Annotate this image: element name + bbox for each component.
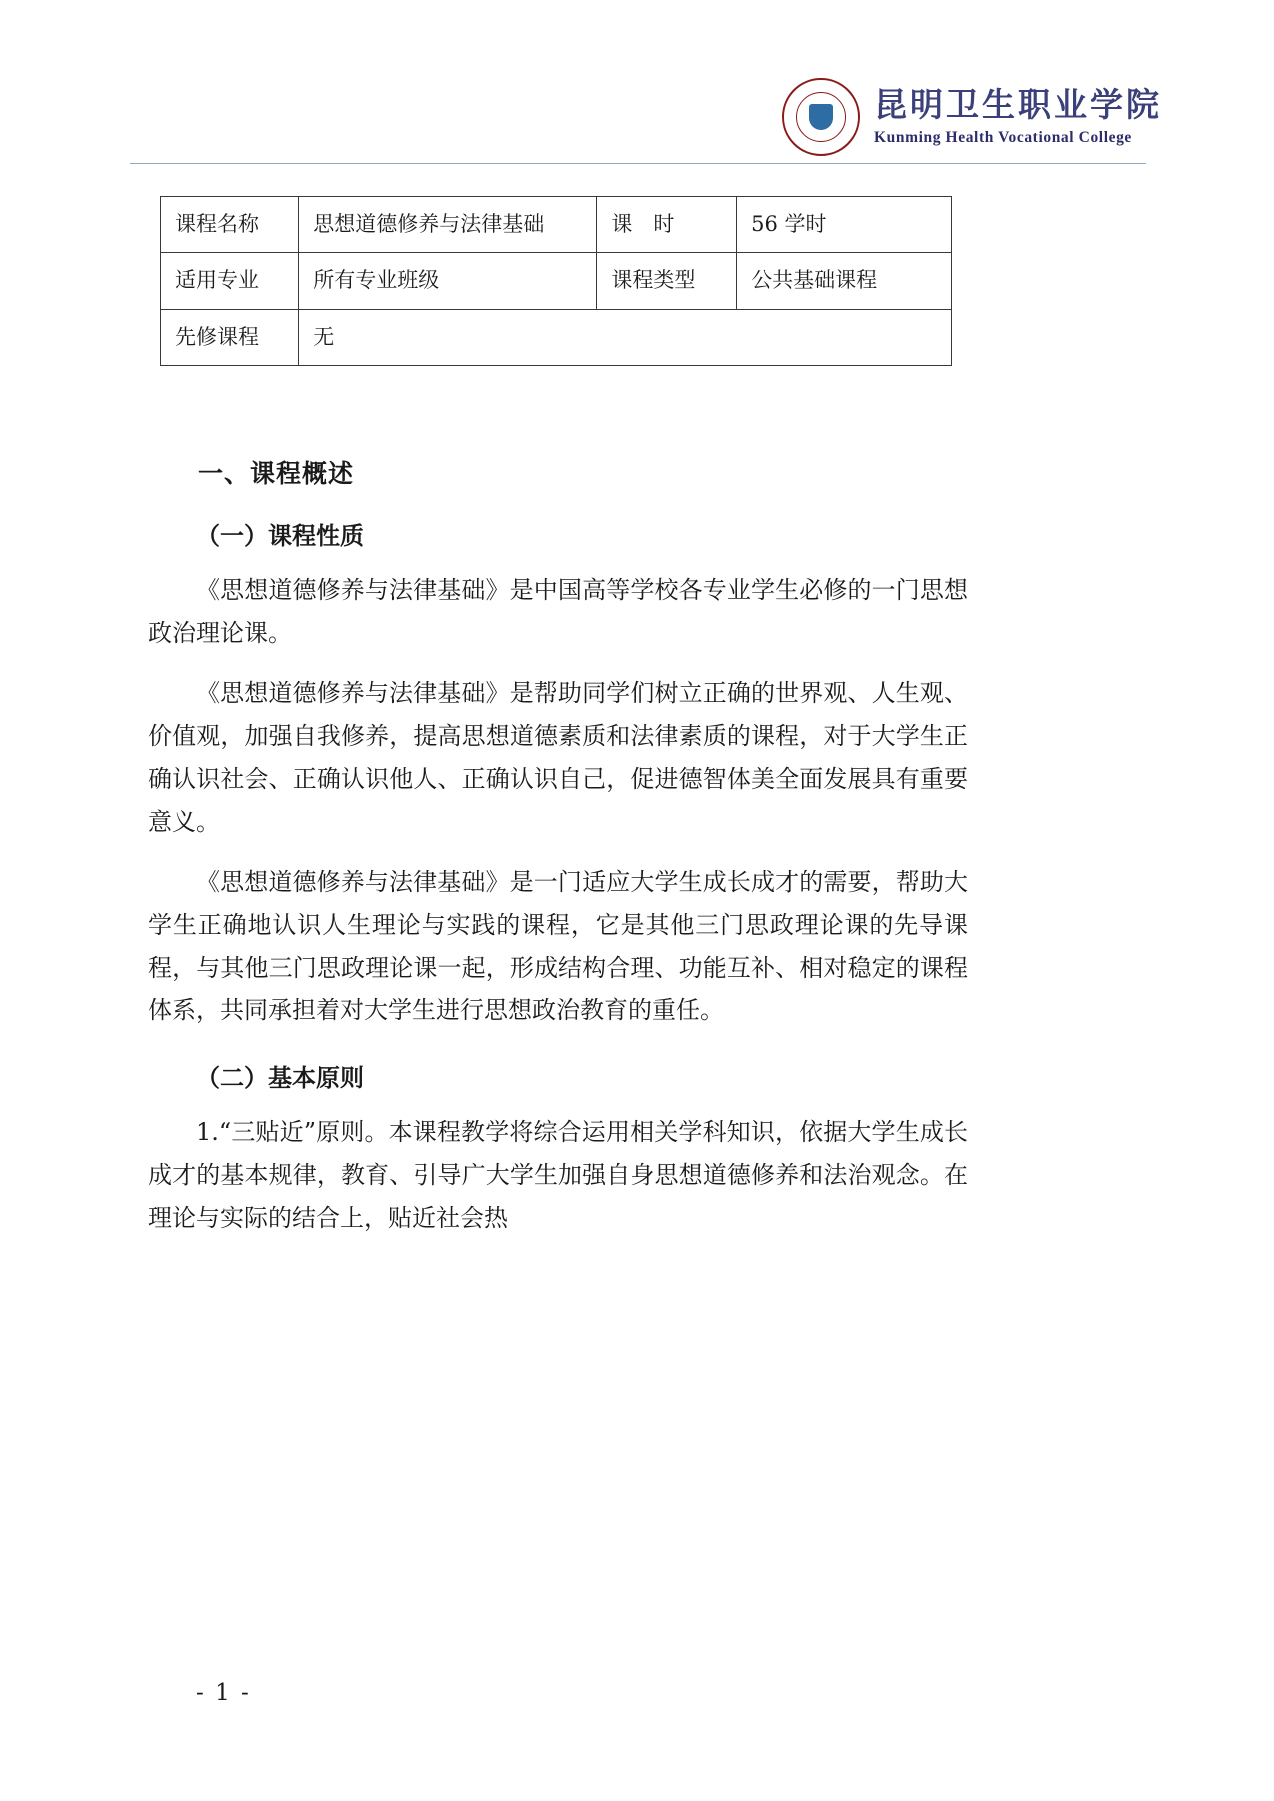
college-seal-icon — [782, 78, 860, 156]
cell-course-name-label: 课程名称 — [161, 197, 299, 253]
cell-course-name-value: 思想道德修养与法律基础 — [299, 197, 597, 253]
cell-major-label: 适用专业 — [161, 253, 299, 309]
cell-class-hours-label: 课 时 — [597, 197, 737, 253]
cell-course-type-label: 课程类型 — [597, 253, 737, 309]
paragraph-2: 《思想道德修养与法律基础》是帮助同学们树立正确的世界观、人生观、价值观，加强自我修养，提高思想道德素质和法律素质的课程，对于大学生正确认识社会、正确认识他人、正确认识自己，促进德智体美全面发展具有重要意义。 — [148, 679, 968, 836]
table-row — [161, 309, 952, 365]
seal-shield-shape — [809, 104, 833, 130]
section-heading-overview: 一、课程概述 — [198, 459, 355, 488]
paragraph-1: 《思想道德修养与法律基础》是中国高等学校各专业学生必修的一门思想政治理论课。 — [148, 576, 968, 647]
table-row — [161, 253, 952, 309]
college-name-cn: 昆明卫生职业学院 — [874, 85, 1162, 125]
table-row — [161, 197, 952, 253]
cell-major-value: 所有专业班级 — [299, 253, 597, 309]
subsection-heading-nature: （一）课程性质 — [196, 521, 364, 550]
page-number: - 1 - — [196, 1680, 251, 1706]
cell-course-type-value: 公共基础课程 — [737, 253, 952, 309]
document-body — [148, 432, 968, 1239]
cell-class-hours-value: 56 学时 — [737, 197, 952, 253]
cell-prerequisite-value: 无 — [299, 309, 952, 365]
header-divider — [130, 163, 1146, 164]
college-name-block — [874, 85, 1162, 147]
college-name-en: Kunming Health Vocational College — [874, 129, 1132, 147]
course-info-table — [160, 196, 952, 366]
cell-prerequisite-label: 先修课程 — [161, 309, 299, 365]
paragraph-4: 1.“三贴近”原则。本课程教学将综合运用相关学科知识，依据大学生成长成才的基本规律，教育、引导广大学生加强自身思想道德修养和法治观念。在理论与实际的结合上，贴近社会热 — [148, 1118, 968, 1232]
paragraph-3: 《思想道德修养与法律基础》是一门适应大学生成长成才的需要，帮助大学生正确地认识人生理论与实践的课程，它是其他三门思政理论课的先导课程，与其他三门思政理论课一起，形成结构合理、功能互补、相对稳定的课程体系，共同承担着对大学生进行思想政治教育的重任。 — [148, 868, 968, 1025]
college-header — [782, 78, 1162, 156]
subsection-heading-principles: （二）基本原则 — [196, 1063, 364, 1093]
